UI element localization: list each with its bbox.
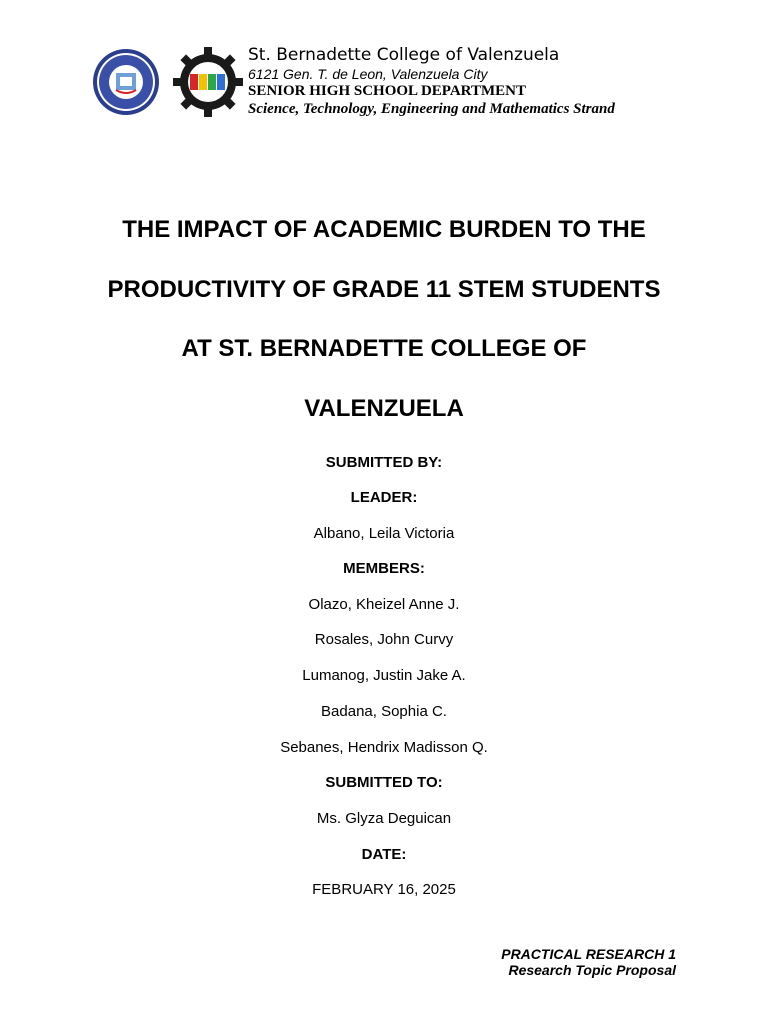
title-line-1: THE IMPACT OF ACADEMIC BURDEN TO THE: [122, 216, 646, 243]
submitted-by-label: SUBMITTED BY:: [325, 454, 443, 471]
title-line-3: AT ST. BERNADETTE COLLEGE OF: [181, 335, 587, 362]
leader-label: LEADER:: [350, 489, 418, 506]
footer-document-type: Research Topic Proposal: [508, 962, 676, 978]
school-name: St. Bernadette College of Valenzuela: [248, 45, 560, 65]
school-address: 6121 Gen. T. de Leon, Valenzuela City: [248, 66, 488, 82]
title-line-2: PRODUCTIVITY OF GRADE 11 STEM STUDENTS: [107, 276, 661, 303]
date-value: FEBRUARY 16, 2025: [312, 881, 456, 898]
school-seal-icon: [92, 48, 160, 116]
date-label: DATE:: [361, 846, 407, 863]
members-label: MEMBERS:: [343, 560, 425, 577]
member-name: Sebanes, Hendrix Madisson Q.: [280, 739, 488, 756]
footer-course: PRACTICAL RESEARCH 1: [501, 946, 676, 962]
leader-name: Albano, Leila Victoria: [313, 525, 455, 542]
title-line-4: VALENZUELA: [304, 395, 464, 422]
member-name: Badana, Sophia C.: [321, 703, 447, 720]
department-name: SENIOR HIGH SCHOOL DEPARTMENT: [248, 83, 526, 99]
stem-gear-icon: [172, 46, 244, 118]
document-header: [0, 0, 768, 130]
header-text-block: [248, 44, 615, 118]
strand-name: Science, Technology, Engineering and Mathematics Strand: [248, 101, 615, 117]
member-name: Rosales, John Curvy: [314, 631, 454, 648]
member-name: Lumanog, Justin Jake A.: [302, 667, 466, 684]
member-name: Olazo, Kheizel Anne J.: [308, 596, 460, 613]
submitted-to-name: Ms. Glyza Deguican: [316, 810, 452, 827]
submitted-to-label: SUBMITTED TO:: [325, 774, 443, 791]
